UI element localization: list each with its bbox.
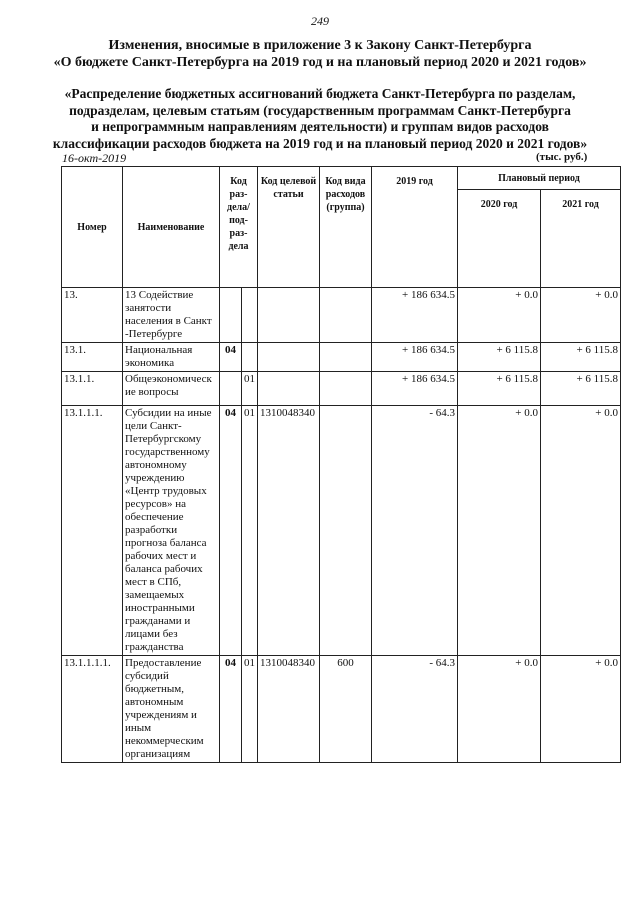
row-name-cell: 13 Содействие занятости населения в Санкт -Петербурге bbox=[123, 288, 220, 343]
document-title bbox=[40, 37, 600, 71]
row-expense-type-cell bbox=[320, 406, 372, 656]
row-number-cell: 13. bbox=[62, 288, 123, 343]
row-number-cell: 13.1. bbox=[62, 343, 123, 372]
row-2019-cell: + 186 634.5 bbox=[372, 288, 458, 343]
table-row bbox=[62, 656, 621, 763]
units-label: (тыс. руб.) bbox=[536, 151, 588, 163]
row-number-cell: 13.1.1. bbox=[62, 372, 123, 406]
row-2021-cell: + 6 115.8 bbox=[541, 343, 621, 372]
row-name-cell: Предоставление субсидий бюджетным, автономным учреждениям и иным некоммерческим организациям bbox=[123, 656, 220, 763]
row-target-cell bbox=[258, 343, 320, 372]
header-2020: 2020 год bbox=[458, 190, 541, 288]
row-name-cell: Национальная экономика bbox=[123, 343, 220, 372]
row-2021-cell: + 6 115.8 bbox=[541, 372, 621, 406]
header-expense-type: Код вида расходов (группа) bbox=[320, 167, 372, 288]
row-expense-type-cell bbox=[320, 372, 372, 406]
header-name: Наименование bbox=[123, 167, 220, 288]
row-section-cell bbox=[220, 372, 242, 406]
table-row bbox=[62, 343, 621, 372]
header-planned-period: Плановый период bbox=[458, 167, 621, 190]
row-2020-cell: + 0.0 bbox=[458, 288, 541, 343]
row-2020-cell: + 6 115.8 bbox=[458, 372, 541, 406]
row-2019-cell: + 186 634.5 bbox=[372, 343, 458, 372]
row-2020-cell: + 0.0 bbox=[458, 656, 541, 763]
row-2021-cell: + 0.0 bbox=[541, 656, 621, 763]
row-2021-cell: + 0.0 bbox=[541, 288, 621, 343]
page-number: 249 bbox=[311, 14, 329, 28]
row-expense-type-cell bbox=[320, 343, 372, 372]
document-subtitle bbox=[40, 86, 600, 152]
row-2021-cell: + 0.0 bbox=[541, 406, 621, 656]
row-expense-type-cell bbox=[320, 288, 372, 343]
subtitle-line-1: «Распределение бюджетных ассигнований бюджета Санкт-Петербурга по разделам, bbox=[64, 86, 576, 101]
row-2019-cell: - 64.3 bbox=[372, 656, 458, 763]
row-2020-cell: + 6 115.8 bbox=[458, 343, 541, 372]
row-section-cell: 04 bbox=[220, 656, 242, 763]
row-number-cell: 13.1.1.1. bbox=[62, 406, 123, 656]
table-row bbox=[62, 406, 621, 656]
header-2019: 2019 год bbox=[372, 167, 458, 288]
table-row bbox=[62, 372, 621, 406]
row-subsection-cell bbox=[242, 343, 258, 372]
row-2019-cell: - 64.3 bbox=[372, 406, 458, 656]
row-section-cell bbox=[220, 288, 242, 343]
row-name-cell: Субсидии на иные цели Санкт-Петербургскому государственному автономному учреждению «Центр трудовых ресурсов» на обеспечение разработки прогноза баланса рабочих мест и баланса рабочих мест в СПб, замещаемых иностранными гражданами и лицами без гражданства bbox=[123, 406, 220, 656]
row-target-cell bbox=[258, 288, 320, 343]
row-subsection-cell: 01 bbox=[242, 372, 258, 406]
subtitle-line-2: подразделам, целевым статьям (государственным программам Санкт-Петербурга bbox=[69, 102, 571, 118]
header-2021: 2021 год bbox=[541, 190, 621, 288]
table-row bbox=[62, 288, 621, 343]
title-line-2: «О бюджете Санкт-Петербурга на 2019 год и на плановый период 2020 и 2021 годов» bbox=[53, 55, 587, 70]
subtitle-line-4: классификации расходов бюджета на 2019 год и на плановый период 2020 и 2021 годов» bbox=[52, 135, 588, 151]
row-target-cell: 1310048340 bbox=[258, 406, 320, 656]
row-2019-cell: + 186 634.5 bbox=[372, 372, 458, 406]
row-target-cell bbox=[258, 372, 320, 406]
document-date: 16-окт-2019 bbox=[62, 151, 127, 165]
budget-table bbox=[61, 166, 621, 763]
title-line-1: Изменения, вносимые в приложение 3 к Закону Санкт-Петербурга bbox=[108, 38, 532, 53]
header-section: Код раз- дела/ под- раз- дела bbox=[220, 167, 258, 288]
row-2020-cell: + 0.0 bbox=[458, 406, 541, 656]
header-number: Номер bbox=[62, 167, 123, 288]
row-target-cell: 1310048340 bbox=[258, 656, 320, 763]
header-target: Код целевой статьи bbox=[258, 167, 320, 288]
row-subsection-cell: 01 bbox=[242, 656, 258, 763]
row-subsection-cell: 01 bbox=[242, 406, 258, 656]
row-expense-type-cell: 600 bbox=[320, 656, 372, 763]
subtitle-line-3: и непрограммным направлениям деятельности) и группам видов расходов bbox=[91, 119, 549, 134]
row-section-cell: 04 bbox=[220, 406, 242, 656]
row-number-cell: 13.1.1.1.1. bbox=[62, 656, 123, 763]
row-section-cell: 04 bbox=[220, 343, 242, 372]
row-subsection-cell bbox=[242, 288, 258, 343]
row-name-cell: Общеэкономическ ие вопросы bbox=[123, 372, 220, 406]
